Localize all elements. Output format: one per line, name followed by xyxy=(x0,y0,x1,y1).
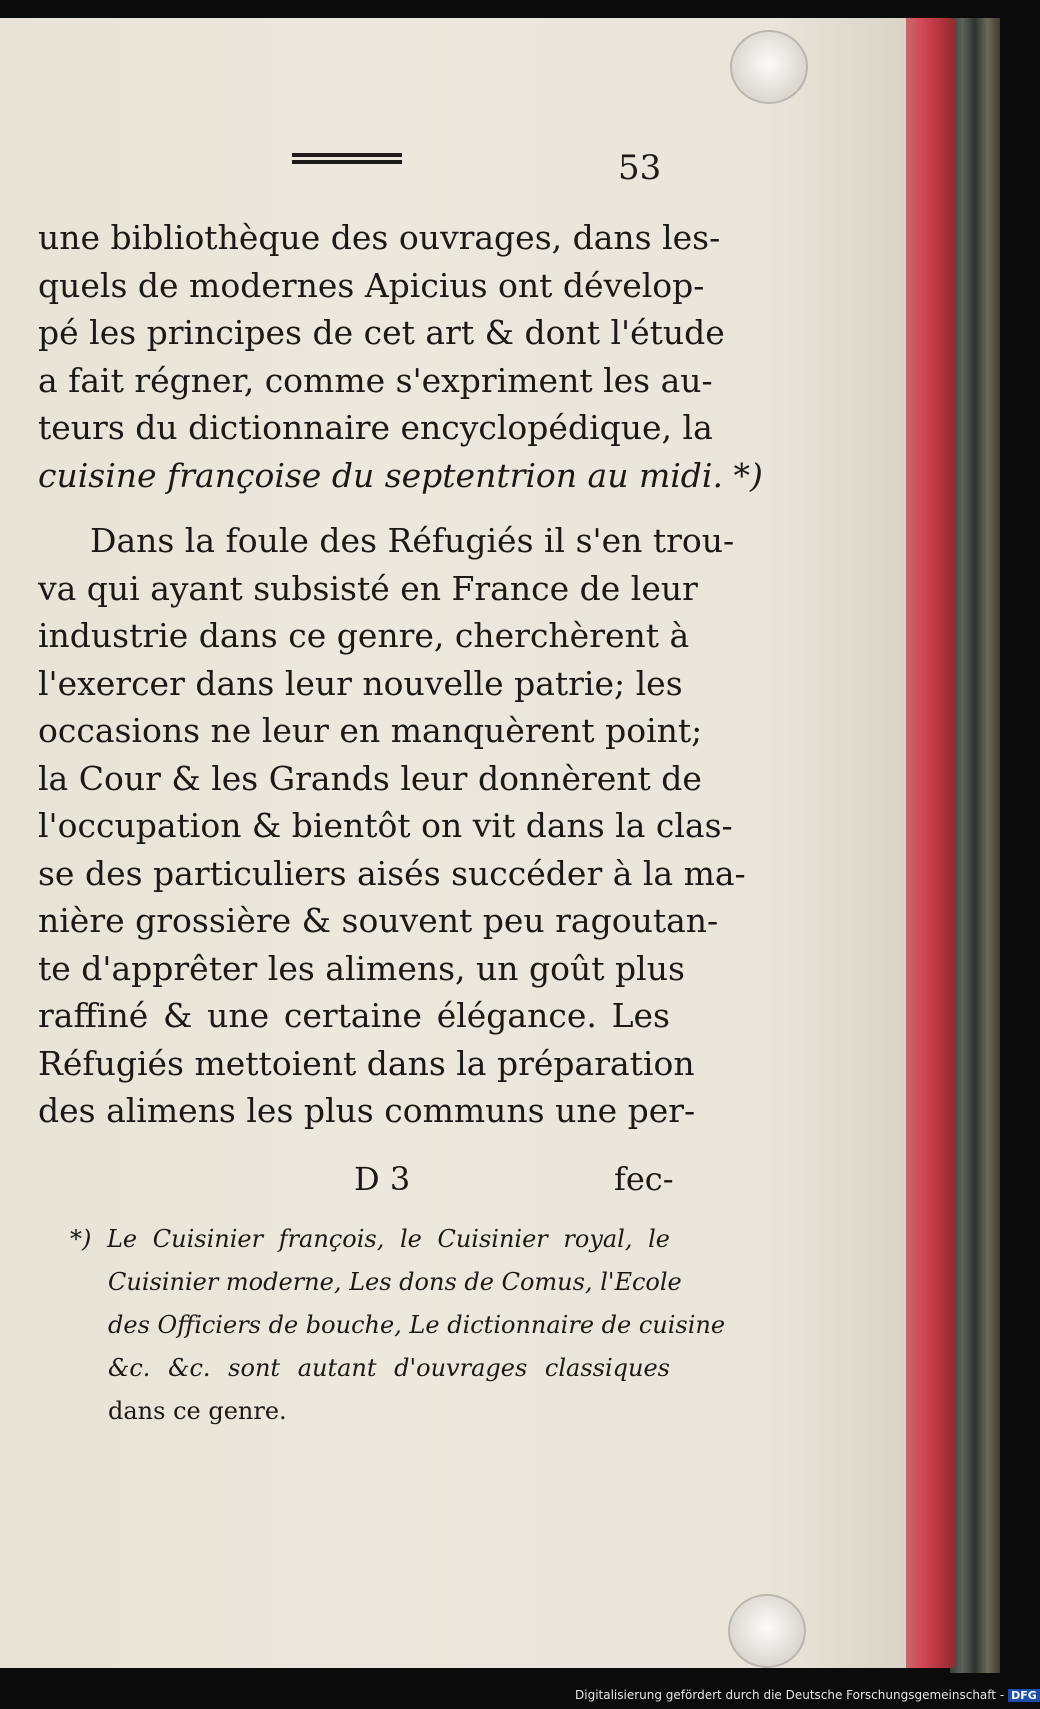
text-line: Réfugiés mettoient dans la préparation xyxy=(38,1043,695,1083)
header-rule xyxy=(292,153,402,165)
catchword: fec- xyxy=(614,1160,674,1198)
signature-mark: D 3 xyxy=(354,1160,411,1198)
text-line: occasions ne leur en manquèrent point; xyxy=(38,711,703,750)
footnote-line: dans ce genre. xyxy=(108,1397,287,1425)
footnote-line: *) Le Cuisinier françois, le Cuisinier royal, le xyxy=(70,1225,670,1253)
page-edges-red xyxy=(898,18,956,1668)
text-line: industrie dans ce genre, cherchèrent à xyxy=(38,616,690,655)
dfg-logo: DFG xyxy=(1008,1689,1040,1702)
footnote-line: des Officiers de bouche, Le dictionnaire de cuisine xyxy=(108,1311,726,1339)
footnote xyxy=(70,1218,726,1433)
credit-text: Digitalisierung gefördert durch die Deutsche Forschungsgemeinschaft - xyxy=(575,1688,1005,1702)
text-line: des alimens les plus communs une per- xyxy=(38,1091,696,1130)
text-line: la Cour & les Grands leur donnèrent de xyxy=(38,758,702,798)
glass-clip-bottom xyxy=(728,1594,806,1668)
book-cover-edge xyxy=(950,18,1000,1673)
text-line: pé les principes de cet art & dont l'étude xyxy=(38,313,725,352)
text-line: une bibliothèque des ouvrages, dans les- xyxy=(38,218,721,257)
digitization-credit xyxy=(575,1688,1040,1702)
text-line: cuisine françoise du septentrion au midi. *) xyxy=(38,455,763,495)
text-line: va qui ayant subsisté en France de leur xyxy=(38,568,698,608)
footnote-line: &c. &c. sont autant d'ouvrages classiques xyxy=(108,1354,670,1382)
text-line: quels de modernes Apicius ont dévelop- xyxy=(38,265,705,305)
text-line: l'occupation & bientôt on vit dans la clas- xyxy=(38,806,733,845)
paragraph-gap xyxy=(38,499,670,517)
text-line: te d'apprêter les alimens, un goût plus xyxy=(38,948,685,988)
text-line: nière grossière & souvent peu ragoutan- xyxy=(38,901,719,940)
text-line: raffiné & une certaine élégance. Les xyxy=(38,996,670,1035)
glass-clip-top xyxy=(730,30,808,104)
text-line: a fait régner, comme s'expriment les au- xyxy=(38,360,713,400)
page-number: 53 xyxy=(618,148,662,188)
text-line: Dans la foule des Réfugiés il s'en trou- xyxy=(90,521,735,560)
text-line: teurs du dictionnaire encyclopédique, la xyxy=(38,408,713,447)
body-text xyxy=(38,214,763,1135)
text-line: se des particuliers aisés succéder à la ma- xyxy=(38,853,746,893)
text-line: l'exercer dans leur nouvelle patrie; les xyxy=(38,663,683,703)
footnote-line: Cuisinier moderne, Les dons de Comus, l'Ecole xyxy=(108,1268,682,1296)
